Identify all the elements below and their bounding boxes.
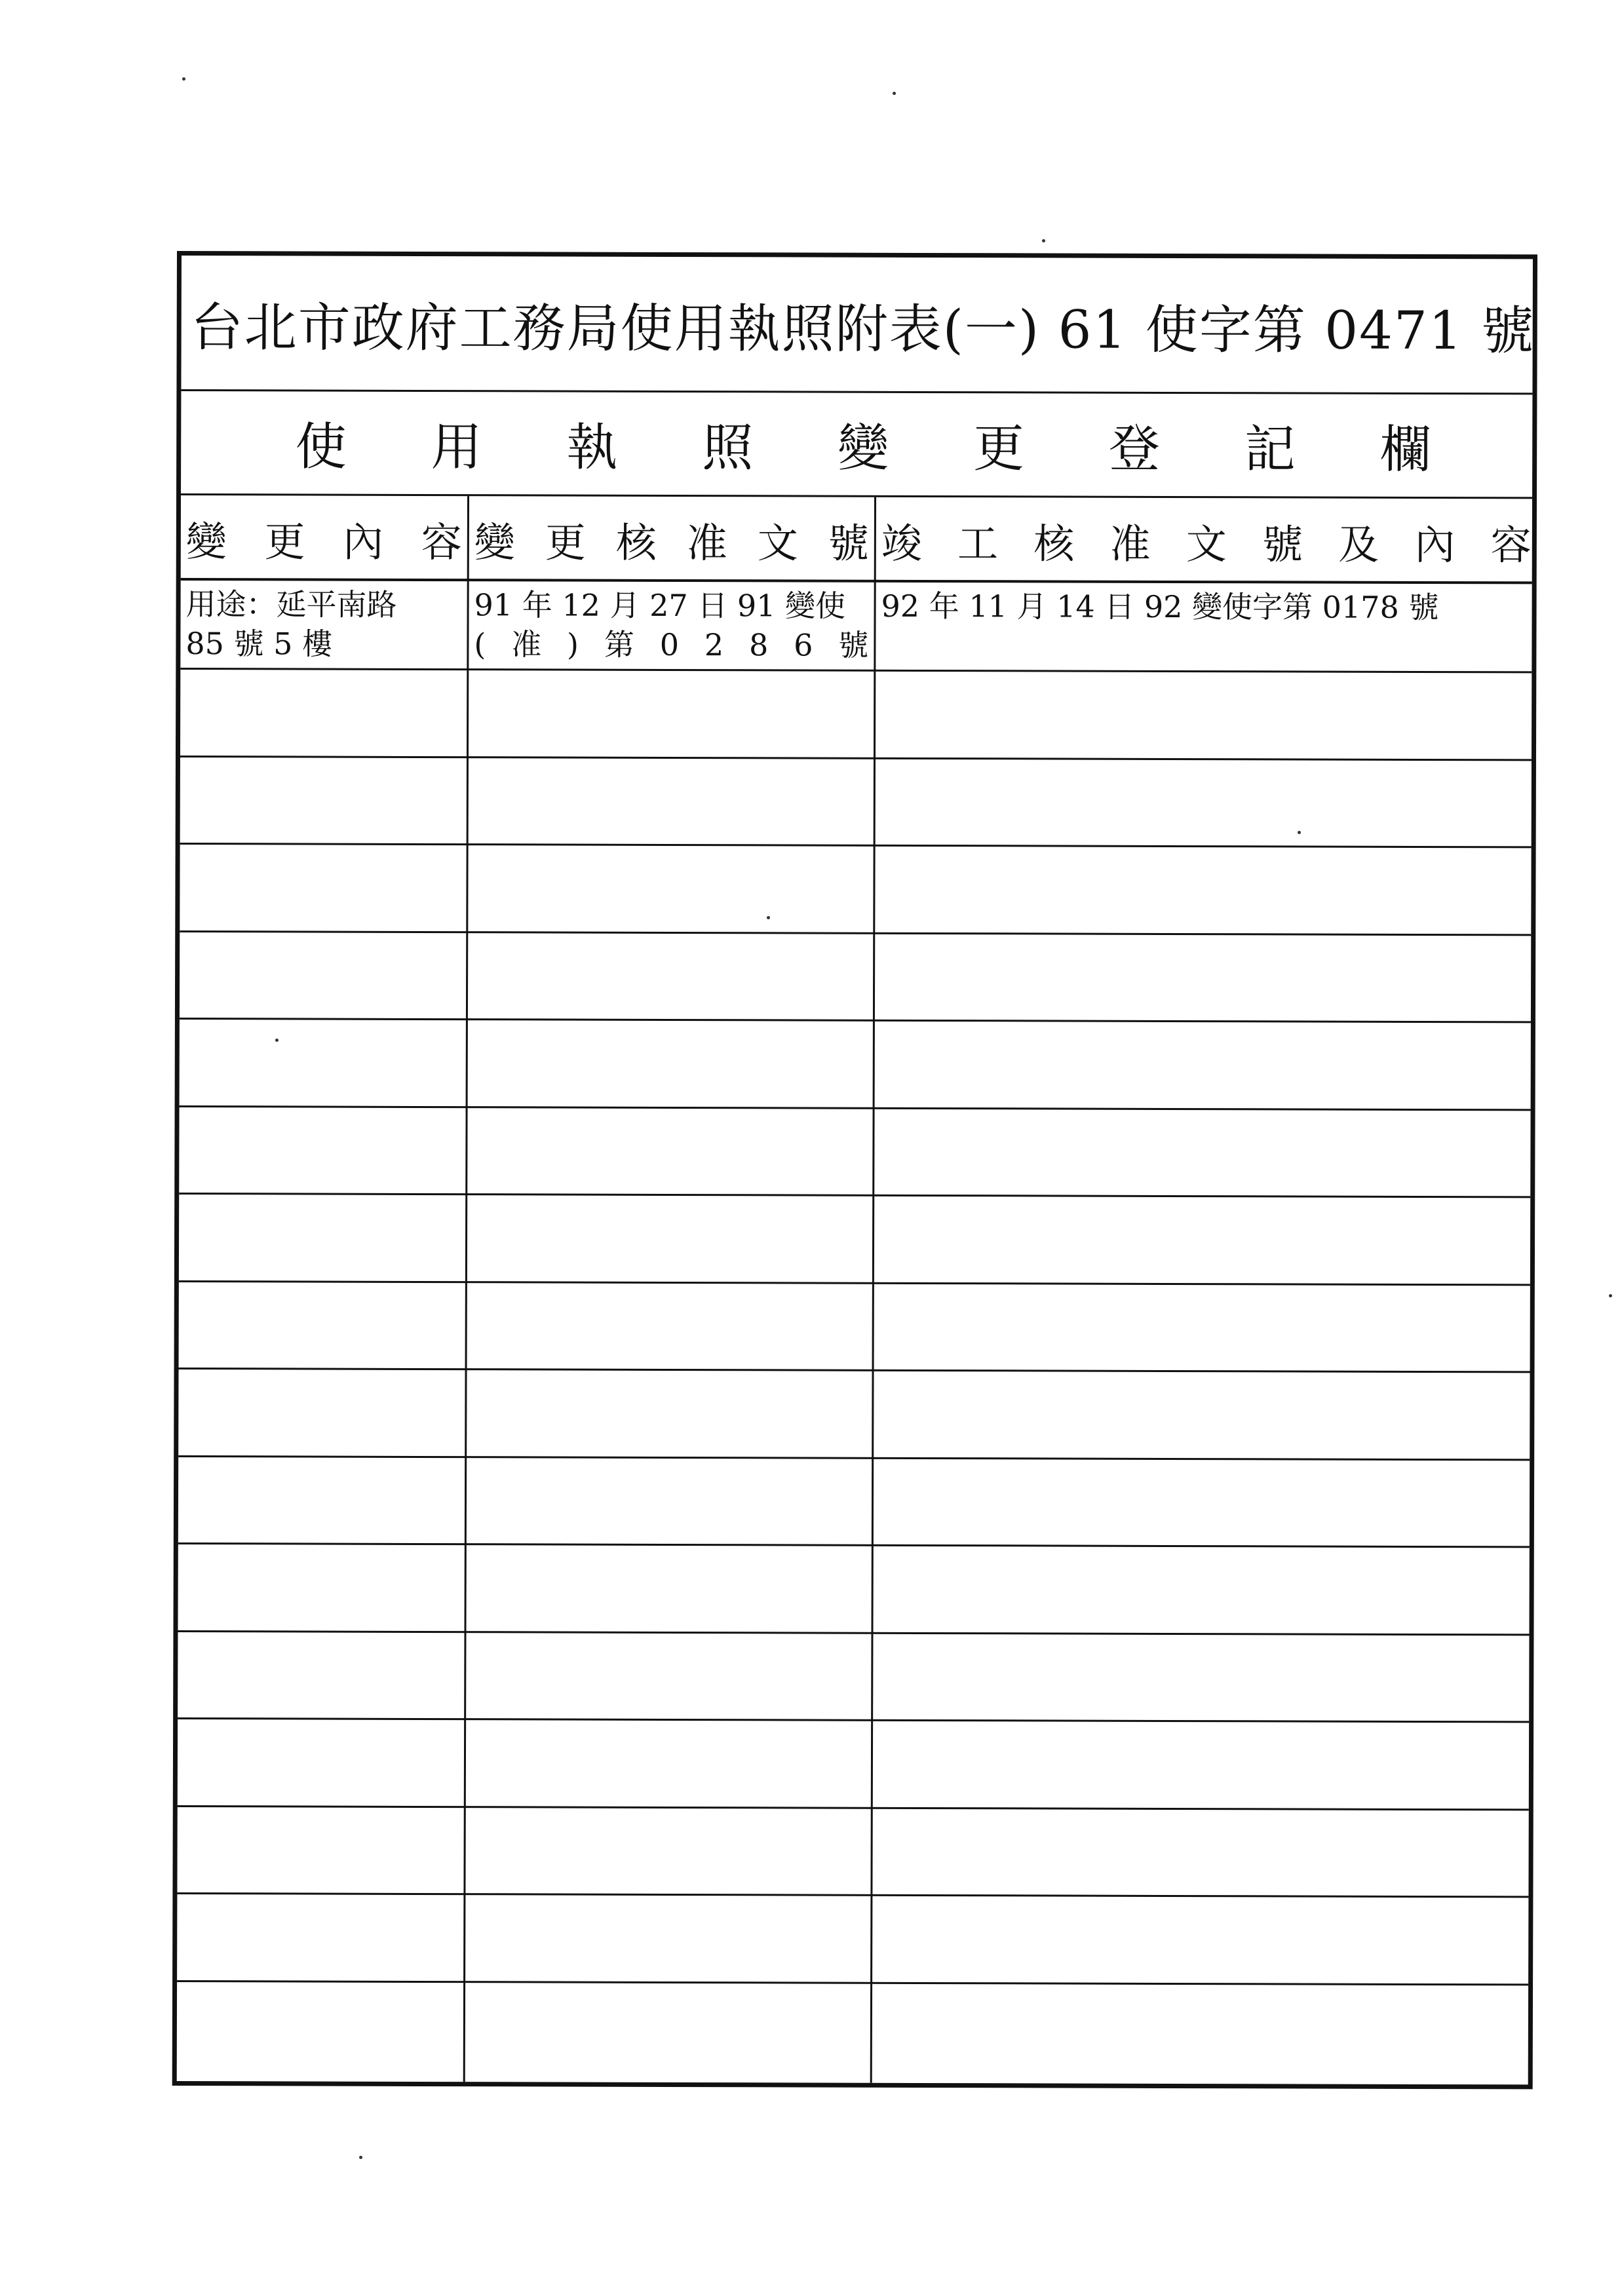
table-row [178,1544,1529,1636]
column-header-completion-approval [876,497,1537,584]
table-row [178,1369,1530,1461]
table-row [180,1020,1531,1111]
change-approval-line: 91 年 12 月 27 日 91 變使 [474,587,846,624]
title-band [181,256,1533,394]
section-heading-char: 使 [295,417,347,477]
table-row [177,1982,1528,2073]
header-char: 號 [828,519,869,567]
header-char: 核 [615,518,657,567]
header-char: 容 [421,518,462,566]
scan-speck [1609,1294,1612,1297]
column-header-change-approval-number [469,496,874,583]
approval-char: 2 [704,627,724,663]
section-heading-char: 更 [973,419,1025,479]
column-header-change-content [181,495,467,581]
header-char: 准 [1109,520,1151,568]
table-row [180,845,1531,936]
section-heading-char: 登 [1108,419,1161,479]
approval-char: 第 [604,626,634,662]
section-heading-char: 用 [431,418,482,478]
section-heading-char: 欄 [1379,420,1431,480]
form-title: 台北市政府工務局使用執照附表(一) 61 使字第 0471 號 [190,296,1535,361]
cell-change-content [180,581,467,668]
approval-char: 6 [794,627,813,663]
table-row [178,1632,1529,1723]
section-heading [181,391,1532,499]
completion-approval-text: 92 年 11 月 14 日 92 變使字第 0178 號 [881,588,1439,626]
header-char: 容 [1490,520,1532,569]
scan-speck [767,916,770,919]
cell-change-approval [469,581,874,669]
table-row [180,581,1532,673]
header-char: 更 [545,518,586,567]
section-heading-char: 變 [838,419,889,478]
header-char: 准 [686,518,727,567]
approval-char: 0 [659,626,680,663]
header-char: 更 [264,517,305,566]
cell-completion-approval [876,583,1536,632]
header-char: 變 [185,517,227,565]
change-content-line: 85 號 5 樓 [185,626,333,662]
table-row [177,1807,1528,1898]
approval-char: 准 [511,626,542,662]
scan-speck [1042,239,1045,242]
header-char: 工 [957,519,999,567]
section-heading-char: 照 [702,419,754,478]
header-char: 內 [1414,520,1456,569]
scan-speck [1298,831,1301,834]
header-char: 竣 [881,519,922,567]
table-row [177,1894,1528,1985]
header-char: 變 [474,518,515,566]
header-char: 號 [1262,520,1303,568]
section-heading-char: 記 [1244,420,1296,480]
table-row [180,932,1531,1024]
scan-speck [893,92,896,95]
table-row [179,1195,1530,1286]
table-row [180,670,1532,761]
table-row [179,1107,1530,1198]
approval-char: 8 [748,627,769,663]
table-row [178,1457,1530,1548]
scan-speck [182,77,185,81]
header-char: 文 [1186,520,1227,568]
approval-char: 號 [838,627,869,663]
header-char: 文 [757,518,798,567]
table-row [178,1719,1529,1810]
approval-char: ) [567,626,579,662]
section-heading-char: 執 [566,418,618,478]
approval-char: ( [474,626,486,662]
scan-speck [275,1039,279,1042]
header-char: 及 [1338,520,1379,569]
change-approval-line [474,624,868,665]
header-char: 核 [1033,519,1075,568]
table-row [179,1282,1530,1373]
usage-permit-change-form [172,251,1537,2089]
table-row [180,757,1532,849]
header-char: 內 [343,518,384,566]
scan-speck [359,2156,362,2159]
change-content-line: 用途：延平南路 [185,586,397,622]
